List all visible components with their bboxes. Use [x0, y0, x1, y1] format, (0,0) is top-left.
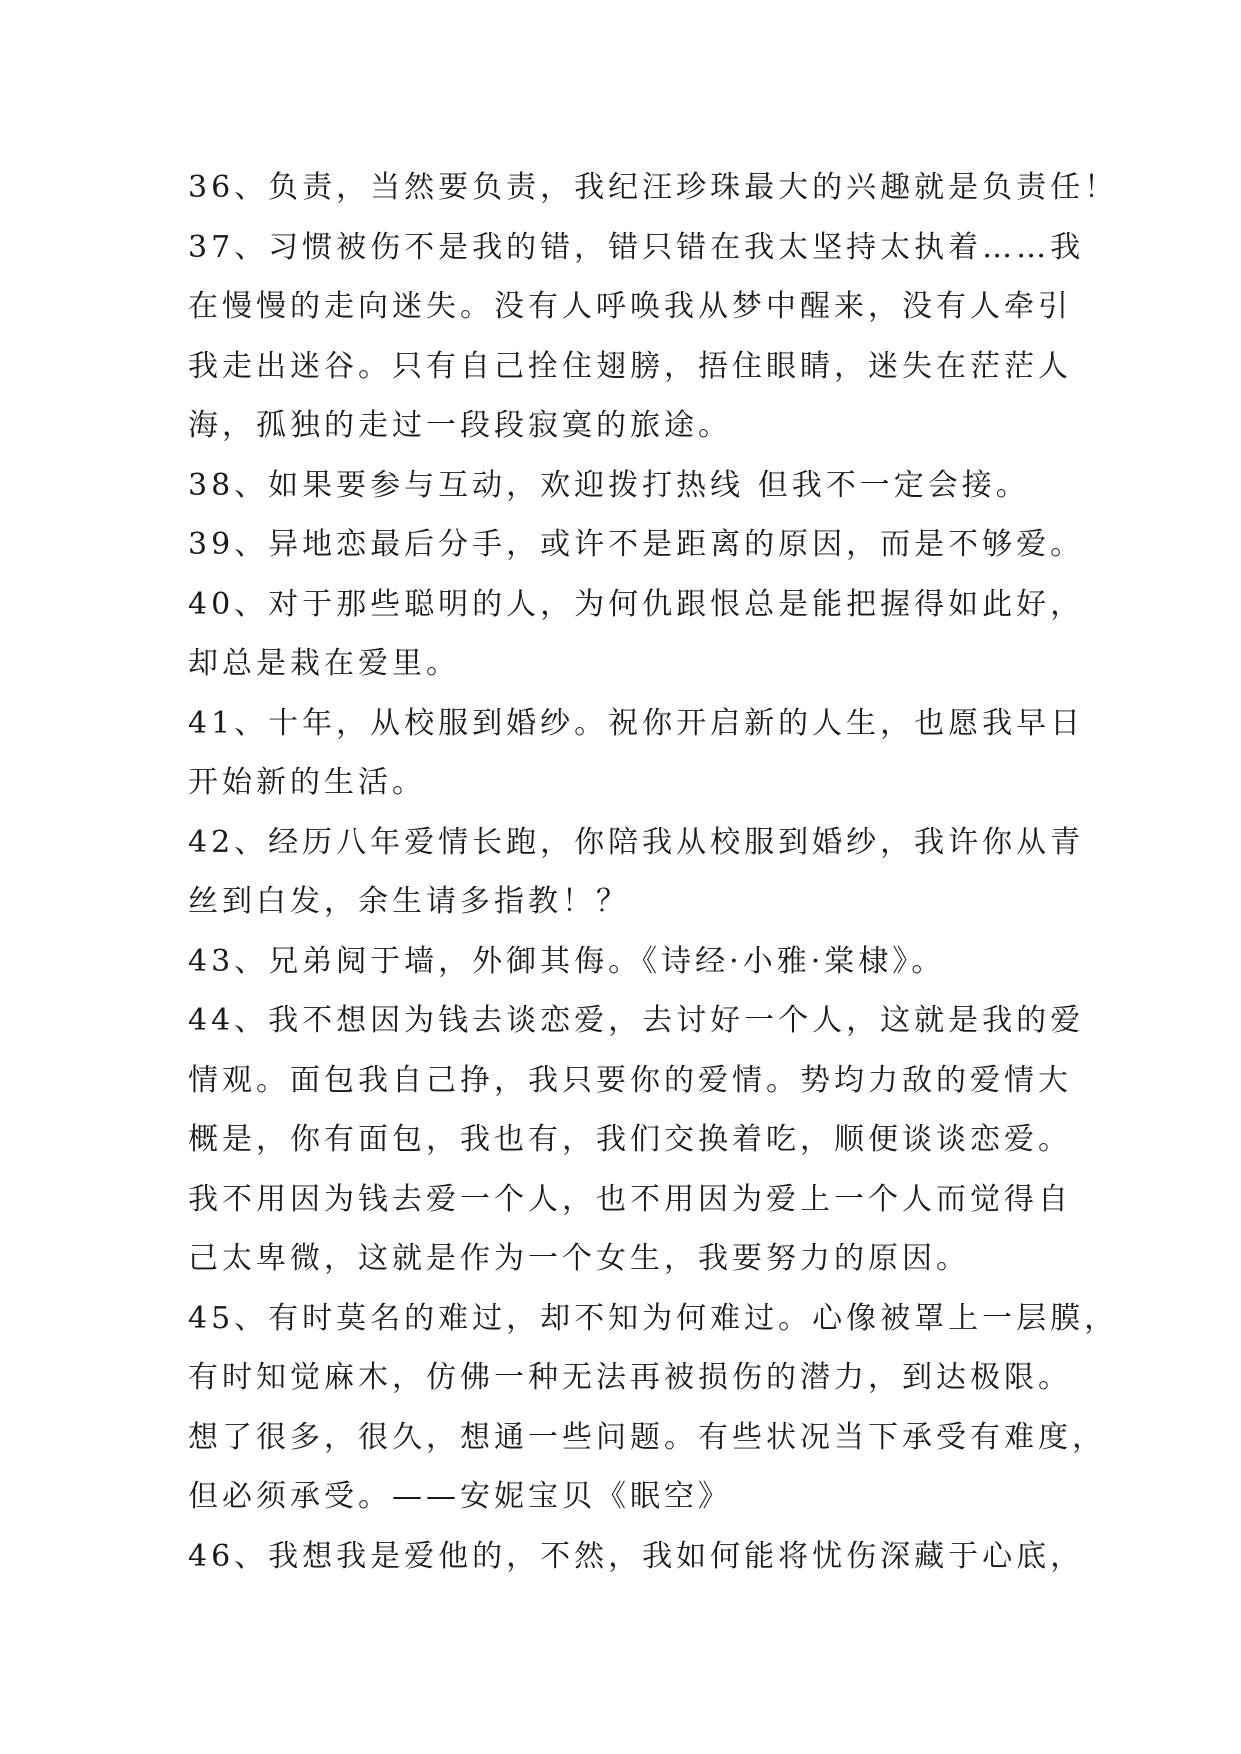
text-line: 39、异地恋最后分手，或许不是距离的原因，而是不够爱。	[188, 527, 1085, 562]
text-line: 38、如果要参与互动，欢迎拨打热线 但我不一定会接。	[188, 467, 1030, 503]
text-line: 43、兄弟阋于墙，外御其侮。《诗经·小雅·棠棣》。	[188, 943, 946, 979]
text-line: 36、负责，当然要负责，我纪汪珍珠最大的兴趣就是负责任！	[188, 170, 1119, 205]
text-line: 37、习惯被伤不是我的错，错只错在我太坚持太执着……我	[188, 229, 1085, 265]
text-line: 概是，你有面包，我也有，我们交换着吃，顺便谈谈恋爱。	[188, 1122, 1072, 1157]
text-line: 己太卑微，这就是作为一个女生，我要努力的原因。	[188, 1241, 970, 1276]
text-line: 想了很多，很久，想通一些问题。有些状况当下承受有难度，	[188, 1419, 1106, 1455]
text-line: 45、有时莫名的难过，却不知为何难过。心像被罩上一层膜，	[188, 1300, 1119, 1336]
text-line: 丝到白发，余生请多指教！？	[188, 884, 630, 919]
text-line: 46、我想我是爱他的，不然，我如何能将忧伤深藏于心底，	[188, 1538, 1085, 1574]
text-line: 40、对于那些聪明的人，为何仇跟恨总是能把握得如此好，	[188, 586, 1085, 622]
text-line: 我不用因为钱去爱一个人，也不用因为爱上一个人而觉得自	[188, 1181, 1072, 1217]
text-line: 有时知觉麻木，仿佛一种无法再被损伤的潜力，到达极限。	[188, 1360, 1072, 1395]
text-line: 但必须承受。——安妮宝贝《眠空》	[188, 1479, 732, 1514]
text-line: 情观。面包我自己挣，我只要你的爱情。势均力敌的爱情大	[188, 1062, 1072, 1098]
text-line: 在慢慢的走向迷失。没有人呼唤我从梦中醒来，没有人牵引	[188, 289, 1072, 324]
text-line: 开始新的生活。	[188, 765, 426, 800]
text-line: 海，孤独的走过一段段寂寞的旅途。	[188, 408, 732, 443]
text-line: 41、十年，从校服到婚纱。祝你开启新的人生，也愿我早日	[188, 705, 1085, 741]
text-line: 42、经历八年爱情长跑，你陪我从校服到婚纱，我许你从青	[188, 824, 1085, 860]
text-line: 44、我不想因为钱去谈恋爱，去讨好一个人，这就是我的爱	[188, 1003, 1085, 1038]
document-body	[188, 158, 1119, 1586]
text-line: 我走出迷谷。只有自己拴住翅膀，捂住眼睛，迷失在茫茫人	[188, 348, 1072, 384]
text-line: 却总是栽在爱里。	[188, 646, 460, 681]
